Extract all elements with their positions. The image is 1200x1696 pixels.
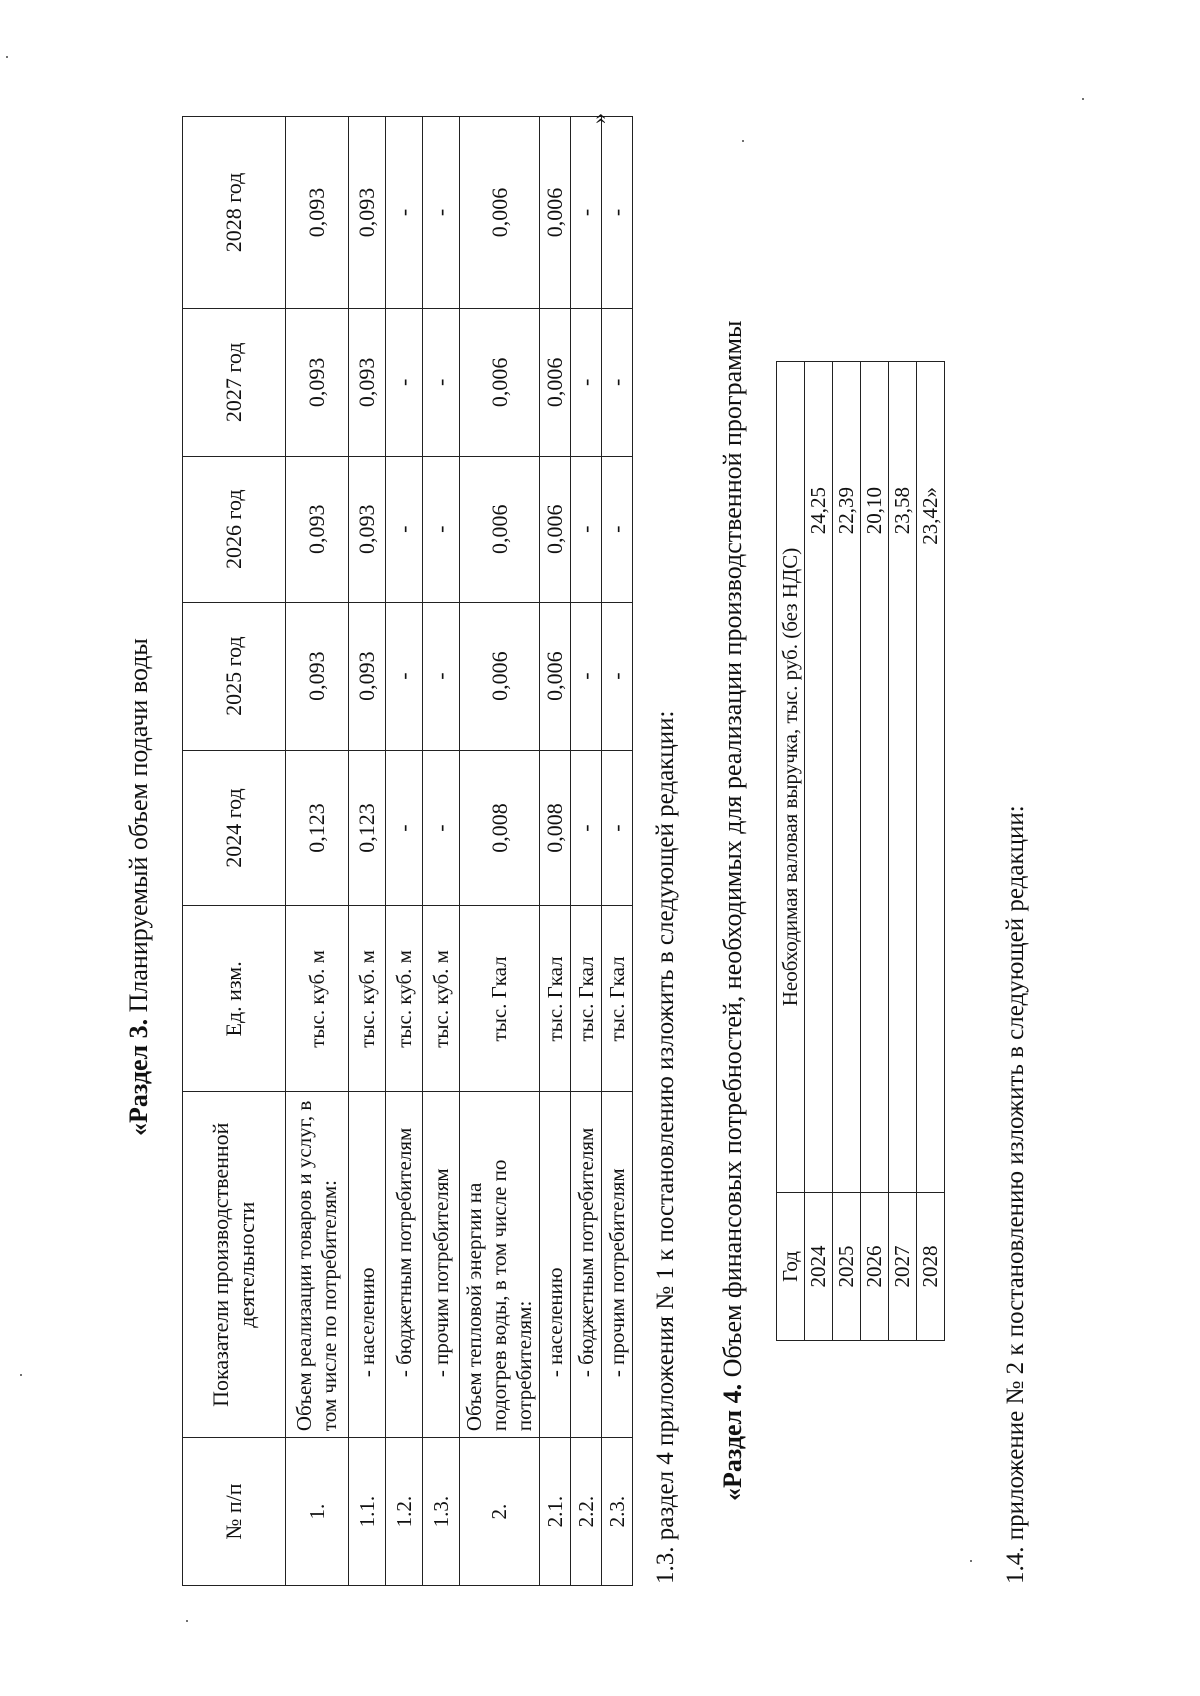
col-header-unit: Ед. изм. — [183, 906, 286, 1092]
table-row — [602, 117, 633, 1586]
col-header-year: Год — [777, 1193, 805, 1341]
paragraph-1-4: 1.4. приложение № 2 к постановлению изложить в следующей редакции: — [1002, 805, 1029, 1584]
row-value-2026: 0,006 — [540, 456, 571, 602]
col-header-indicator: Показатели производственной деятельности — [183, 1092, 286, 1438]
row-value-2026: - — [386, 456, 423, 602]
row-indicator: - прочим потребителям — [602, 1092, 633, 1438]
table-header-row — [777, 362, 805, 1341]
row-indicator: - бюджетным потребителям — [571, 1092, 602, 1438]
row-value-2028: - — [571, 117, 602, 309]
row-unit: тыс. Гкал — [602, 906, 633, 1092]
row-value-2024: - — [571, 750, 602, 906]
row-value-2024: 0,123 — [286, 750, 349, 906]
row-unit: тыс. куб. м — [349, 906, 386, 1092]
row-number: 2.1. — [540, 1438, 571, 1586]
row-value-2025: 0,006 — [460, 602, 540, 750]
table-header-row — [183, 117, 286, 1586]
row-unit: тыс. Гкал — [460, 906, 540, 1092]
row-value-2026: - — [602, 456, 633, 602]
row-value-2028: 0,093 — [286, 117, 349, 309]
row-value-2027: 0,093 — [349, 308, 386, 456]
row-value-2027: - — [602, 308, 633, 456]
scan-speck — [6, 56, 8, 58]
table-row — [889, 362, 917, 1341]
section4-heading — [718, 320, 748, 1501]
row-value-2028: 0,006 — [540, 117, 571, 309]
row-year: 2027 — [889, 1193, 917, 1341]
table-row — [349, 117, 386, 1586]
section4-heading-label: «Раздел 4. — [718, 1383, 747, 1501]
col-header-2027: 2027 год — [183, 308, 286, 456]
row-value-2025: - — [602, 602, 633, 750]
row-indicator: - населению — [540, 1092, 571, 1438]
row-value-2027: 0,093 — [286, 308, 349, 456]
row-number: 2.3. — [602, 1438, 633, 1586]
row-value-2024: - — [602, 750, 633, 906]
scan-speck — [1082, 98, 1084, 100]
col-header-2024: 2024 год — [183, 750, 286, 906]
col-header-number: № п/п — [183, 1438, 286, 1586]
row-year: 2025 — [833, 1193, 861, 1341]
table-row — [917, 362, 945, 1341]
row-value-2027: 0,006 — [460, 308, 540, 456]
scan-speck — [970, 1560, 972, 1562]
section3-closing-quote: » — [586, 113, 611, 124]
row-value-2026: 0,093 — [349, 456, 386, 602]
row-year: 2026 — [861, 1193, 889, 1341]
table-row — [571, 117, 602, 1586]
row-value-2027: - — [423, 308, 460, 456]
row-value-2024: 0,123 — [349, 750, 386, 906]
row-value-2028: - — [602, 117, 633, 309]
row-unit: тыс. куб. м — [286, 906, 349, 1092]
row-value-2024: - — [386, 750, 423, 906]
row-value-2026: 0,006 — [460, 456, 540, 602]
row-value-2026: - — [423, 456, 460, 602]
section3-heading — [124, 638, 154, 1136]
row-value-2028: - — [386, 117, 423, 309]
water-volume-table — [182, 116, 633, 1586]
financial-needs-table — [776, 361, 945, 1341]
section3-heading-label: «Раздел 3. — [124, 1018, 153, 1136]
row-year: 2024 — [805, 1193, 833, 1341]
row-indicator: Объем реализации товаров и услуг, в том числе по потребителям: — [286, 1092, 349, 1438]
paragraph-1-3: 1.3. раздел 4 приложения № 1 к постановлению изложить в следующей редакции: — [652, 710, 679, 1584]
col-header-2028: 2028 год — [183, 117, 286, 309]
row-value-2025: - — [386, 602, 423, 750]
row-value-2027: - — [386, 308, 423, 456]
row-number: 1.2. — [386, 1438, 423, 1586]
table-row — [805, 362, 833, 1341]
table-row — [460, 117, 540, 1586]
row-unit: тыс. Гкал — [540, 906, 571, 1092]
col-header-2025: 2025 год — [183, 602, 286, 750]
row-unit: тыс. Гкал — [571, 906, 602, 1092]
table-row — [861, 362, 889, 1341]
row-number: 1.3. — [423, 1438, 460, 1586]
scan-speck — [742, 140, 744, 142]
row-value-2028: 0,093 — [349, 117, 386, 309]
table-row — [833, 362, 861, 1341]
row-indicator: - бюджетным потребителям — [386, 1092, 423, 1438]
row-revenue: 22,39 — [833, 362, 861, 1193]
row-number: 1. — [286, 1438, 349, 1586]
section3-heading-title: Планируемый объем подачи воды — [124, 638, 153, 1019]
row-value-2025: 0,093 — [286, 602, 349, 750]
row-value-2025: 0,093 — [349, 602, 386, 750]
table-row — [540, 117, 571, 1586]
scan-speck — [20, 1374, 22, 1376]
row-number: 2. — [460, 1438, 540, 1586]
row-value-2028: 0,006 — [460, 117, 540, 309]
row-year: 2028 — [917, 1193, 945, 1341]
row-value-2026: - — [571, 456, 602, 602]
row-revenue: 23,42» — [917, 362, 945, 1193]
row-number: 1.1. — [349, 1438, 386, 1586]
row-indicator: - населению — [349, 1092, 386, 1438]
scan-speck — [186, 1620, 188, 1622]
row-value-2027: 0,006 — [540, 308, 571, 456]
row-value-2025: - — [423, 602, 460, 750]
row-value-2028: - — [423, 117, 460, 309]
row-value-2025: 0,006 — [540, 602, 571, 750]
row-value-2027: - — [571, 308, 602, 456]
row-indicator: Объем тепловой энергии на подогрев воды, в том числе по потребителям: — [460, 1092, 540, 1438]
row-value-2025: - — [571, 602, 602, 750]
row-number: 2.2. — [571, 1438, 602, 1586]
row-value-2024: 0,008 — [460, 750, 540, 906]
row-value-2024: - — [423, 750, 460, 906]
table-row — [286, 117, 349, 1586]
col-header-revenue: Необходимая валовая выручка, тыс. руб. (без НДС) — [777, 362, 805, 1193]
row-unit: тыс. куб. м — [423, 906, 460, 1092]
row-unit: тыс. куб. м — [386, 906, 423, 1092]
row-indicator: - прочим потребителям — [423, 1092, 460, 1438]
row-revenue: 23,58 — [889, 362, 917, 1193]
table-row — [386, 117, 423, 1586]
row-value-2024: 0,008 — [540, 750, 571, 906]
section4-heading-title: Объем финансовых потребностей, необходимых для реализации производственной программы — [718, 320, 747, 1384]
table-row — [423, 117, 460, 1586]
row-value-2026: 0,093 — [286, 456, 349, 602]
row-revenue: 20,10 — [861, 362, 889, 1193]
col-header-2026: 2026 год — [183, 456, 286, 602]
row-revenue: 24,25 — [805, 362, 833, 1193]
